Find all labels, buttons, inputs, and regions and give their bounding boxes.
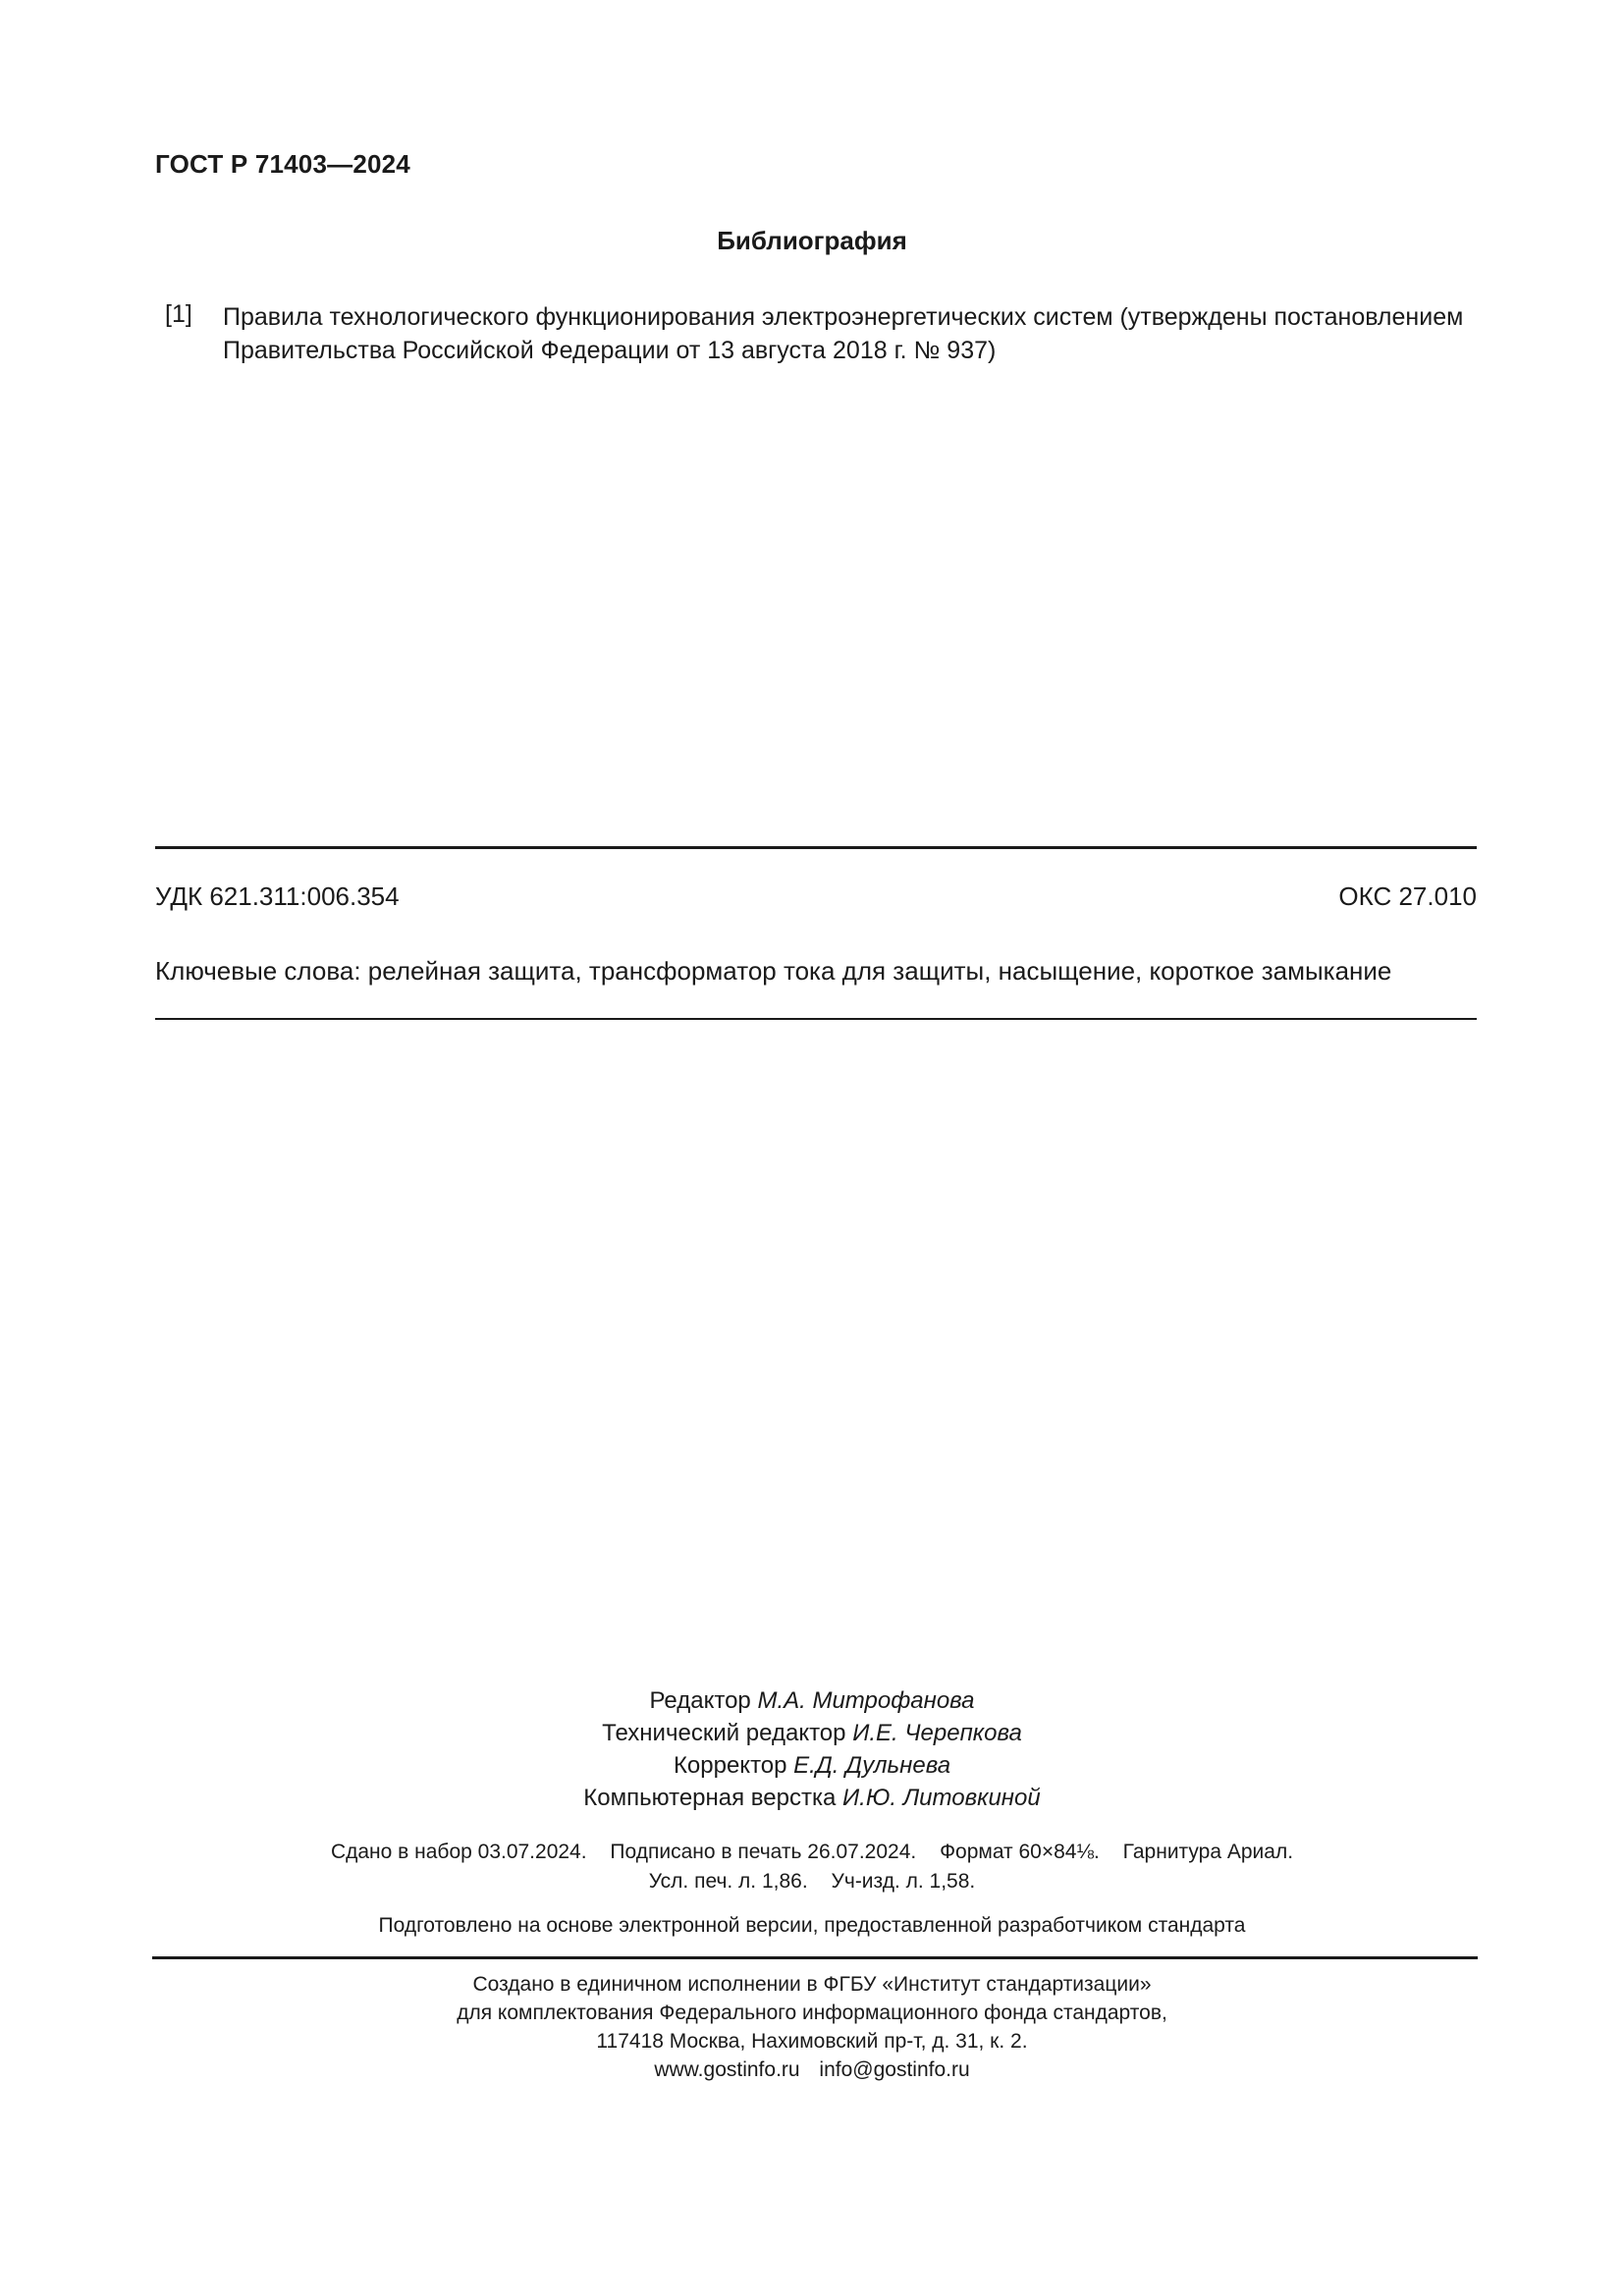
publisher-line-2: для комплектования Федерального информационного фонда стандартов, xyxy=(457,2002,1167,2024)
credit-role: Редактор xyxy=(649,1687,751,1714)
typeface: Гарнитура Ариал. xyxy=(1122,1841,1294,1863)
prepared-note: Подготовлено на основе электронной версии, предоставленной разработчиком стандарта xyxy=(378,1914,1246,1937)
bibliography-entry-number: [1] xyxy=(165,300,192,328)
bibliography-entry-text xyxy=(223,300,1499,367)
publisher-line-1: Создано в единичном исполнении в ФГБУ «Институт стандартизации» xyxy=(472,1973,1152,1996)
publisher-address: 117418 Москва, Нахимовский пр-т, д. 31, к. 2. xyxy=(596,2030,1028,2053)
print-info-line-1 xyxy=(0,1838,1624,1867)
credit-person: И.Е. Черепкова xyxy=(852,1720,1022,1746)
print-sheets: Усл. печ. л. 1,86. xyxy=(648,1870,808,1893)
udk-code: УДК 621.311:006.354 xyxy=(155,881,400,911)
paper-format: Формат 60×84⅛. xyxy=(940,1841,1100,1863)
credit-role: Компьютерная верстка xyxy=(583,1785,837,1811)
oks-code: ОКС 27.010 xyxy=(1338,881,1477,911)
publisher-contacts xyxy=(0,2056,1624,2084)
divider-keywords xyxy=(155,1018,1477,1020)
credit-layout xyxy=(0,1782,1624,1814)
edit-sheets: Уч-изд. л. 1,58. xyxy=(831,1870,976,1893)
divider-top xyxy=(155,846,1477,849)
publisher-block xyxy=(0,1970,1624,2084)
credit-editor xyxy=(0,1684,1624,1717)
credit-role: Корректор xyxy=(673,1752,787,1779)
bibliography-entry-line-2: Правительства Российской Федерации от 13 августа 2018 г. № 937) xyxy=(223,337,997,364)
signed-date: Подписано в печать 26.07.2024. xyxy=(610,1841,917,1863)
keywords: Ключевые слова: релейная защита, трансформатор тока для защиты, насыщение, короткое замыкание xyxy=(155,956,1392,986)
credit-proofreader xyxy=(0,1749,1624,1782)
bibliography-entry-line-1: Правила технологического функционирования электроэнергетических систем (утверждены постановлением xyxy=(223,303,1464,331)
bibliography-title: Библиография xyxy=(717,226,907,255)
credit-role: Технический редактор xyxy=(602,1720,846,1746)
credit-person: И.Ю. Литовкиной xyxy=(842,1785,1041,1811)
print-info xyxy=(0,1838,1624,1896)
email-link[interactable]: info@gostinfo.ru xyxy=(819,2058,970,2081)
divider-bottom xyxy=(152,1956,1478,1959)
document-code: ГОСТ Р 71403—2024 xyxy=(155,149,410,179)
credit-person: М.А. Митрофанова xyxy=(757,1687,975,1714)
credit-person: Е.Д. Дульнева xyxy=(793,1752,951,1779)
credit-technical-editor xyxy=(0,1717,1624,1749)
credits-block xyxy=(0,1684,1624,1814)
website-link[interactable]: www.gostinfo.ru xyxy=(654,2058,800,2081)
print-info-line-2 xyxy=(0,1867,1624,1896)
submitted-date: Сдано в набор 03.07.2024. xyxy=(330,1841,587,1863)
